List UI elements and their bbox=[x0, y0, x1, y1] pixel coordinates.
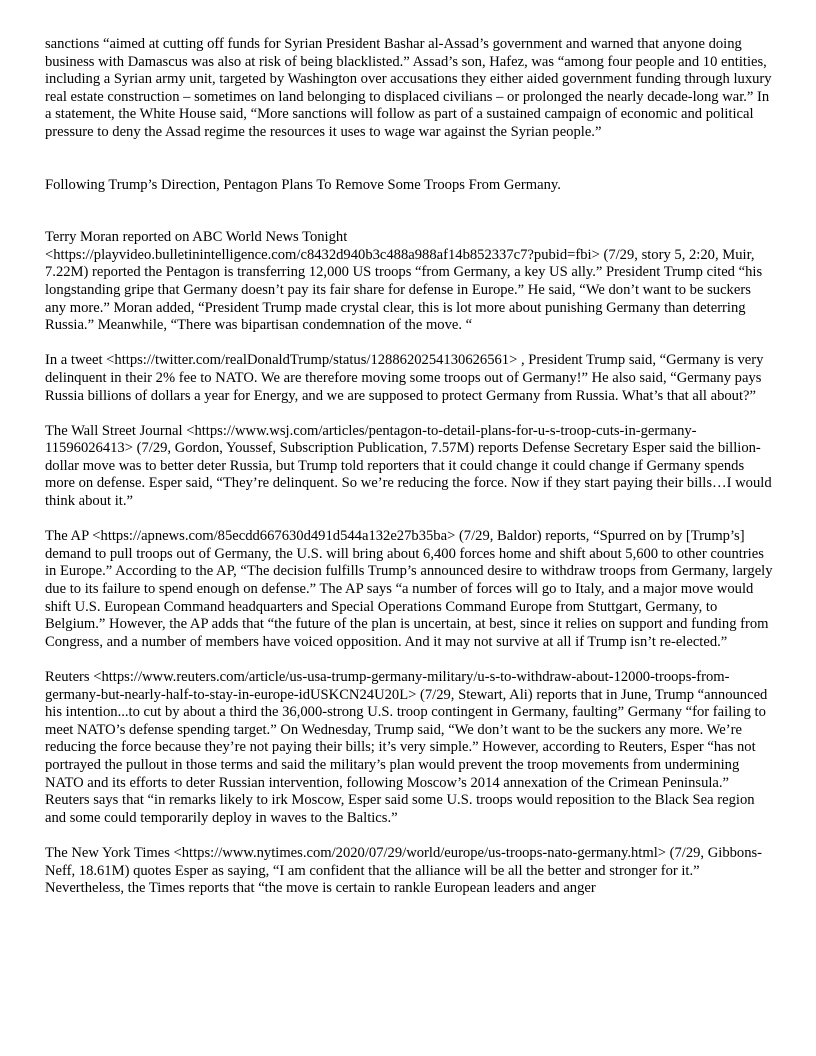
paragraph-nyt: The New York Times <https://www.nytimes.com/2020/07/29/world/europe/us-troops-nato-germany.html> (7/29, Gibbons-Neff, 18.61M) quotes Esper as saying, “I am confident that the alliance will be all the better and stronger for it.” Nevertheless, the Times reports that “the move is certain to rankle European leaders and anger bbox=[45, 844, 763, 897]
paragraph-syria-sanctions: sanctions “aimed at cutting off funds for Syrian President Bashar al-Assad’s government and warned that anyone doing business with Damascus was also at risk of being blacklisted.” Assad’s son, Hafez, was “among four people and 10 entities, including a Syrian army unit, targeted by Washington over accusations they either aided government funding through luxury real estate construction – sometimes on land belonging to displaced civilians – or prolonged the nearly decade-long war.” In a statement, the White House said, “More sanctions will follow as part of a sustained campaign of economic and political pressure to deny the Assad regime the resources it uses to wage war against the Syrian people.” bbox=[45, 36, 772, 140]
paragraph-wsj: The Wall Street Journal <https://www.wsj.com/articles/pentagon-to-detail-plans-for-u-s-troop-cuts-in-germany-11596026413> (7/29, Gordon, Youssef, Subscription Publication, 7.57M) reports Defense Secretary Esper said the billion-dollar move was to better deter Russia, but Trump told reporters that it could change it could change if Germany spends more on defense. Esper said, “They’re delinquent. So we’re reducing the force. Now if they start paying their bills…I would think about it.” bbox=[45, 422, 772, 510]
paragraph-abc-news: Terry Moran reported on ABC World News Tonight <https://playvideo.bulletinintelligence.com/c8432d940b3c488a988af14b852337c7?pubid=fbi> (7/29, story 5, 2:20, Muir, 7.22M) reported the Pentagon is transferring 12,000 US troops “from Germany, a key US ally.” President Trump cited “his longstanding gripe that Germany doesn’t pay its fair share for defense in Europe.” He said, “We don’t want to be suckers any more.” Moran added, “President Trump made crystal clear, this is lot more about punishing Germany than deterring Russia.” Meanwhile, “There was bipartisan condemnation of the move. “ bbox=[45, 229, 763, 334]
paragraph-ap: The AP <https://apnews.com/85ecdd667630d491d544a132e27b35ba> (7/29, Baldor) reports, “Spurred on by [Trump’s] demand to pull troops out of Germany, the U.S. will bring about 6,400 forces home and shift about 5,600 to other countries in Europe.” According to the AP, “The decision fulfills Trump’s announced desire to withdraw troops from Germany, largely due to its failure to spend enough on defense.” The AP says “a number of forces will go to Italy, and a major move would shift U.S. European Command headquarters and Special Operations Command Europe from Stuttgart, Germany, to Belgium.” However, the AP adds that “the future of the plan is uncertain, at best, since it relies on support and funding from Congress, and a number of members have voiced opposition. And it may not survive at all if Trump isn’t re-elected.” bbox=[45, 528, 773, 650]
section-headline: Following Trump’s Direction, Pentagon Plans To Remove Some Troops From Germany. bbox=[45, 176, 561, 193]
paragraph-reuters: Reuters <https://www.reuters.com/article/us-usa-trump-germany-military/u-s-to-withdraw-about-12000-troops-from-germany-but-nearly-half-to-stay-in-europe-idUSKCN24U20L> (7/29, Stewart, Ali) reports that in June, Trump “announced his intention...to cut by about a third the 36,000-strong U.S. troop contingent in Germany, faulting” Germany “for failing to meet NATO’s defense spending target.” On Wednesday, Trump said, “We don’t want to be the suckers any more. We’re reducing the force because they’re not paying their bills; it’s very simple.” However, according to Reuters, Esper “has not portrayed the pullout in those terms and said the military’s plan would prevent the troop movements from undermining NATO and its efforts to deter Russian intervention, following Moscow’s 2014 annexation of the Crimean Peninsula.” Reuters says that “in remarks likely to irk Moscow, Esper said some U.S. troops would reposition to the Black Sea region and some could temporarily deploy in waves to the Baltics.” bbox=[45, 669, 768, 826]
document-page bbox=[45, 36, 775, 915]
paragraph-trump-tweet: In a tweet <https://twitter.com/realDonaldTrump/status/1288620254130626561> , President Trump said, “Germany is very delinquent in their 2% fee to NATO. We are therefore moving some troops out of Germany!” He also said, “Germany pays Russia billions of dollars a year for Energy, and we are supposed to protect Germany from Russia. What’s that all about?” bbox=[45, 352, 764, 404]
